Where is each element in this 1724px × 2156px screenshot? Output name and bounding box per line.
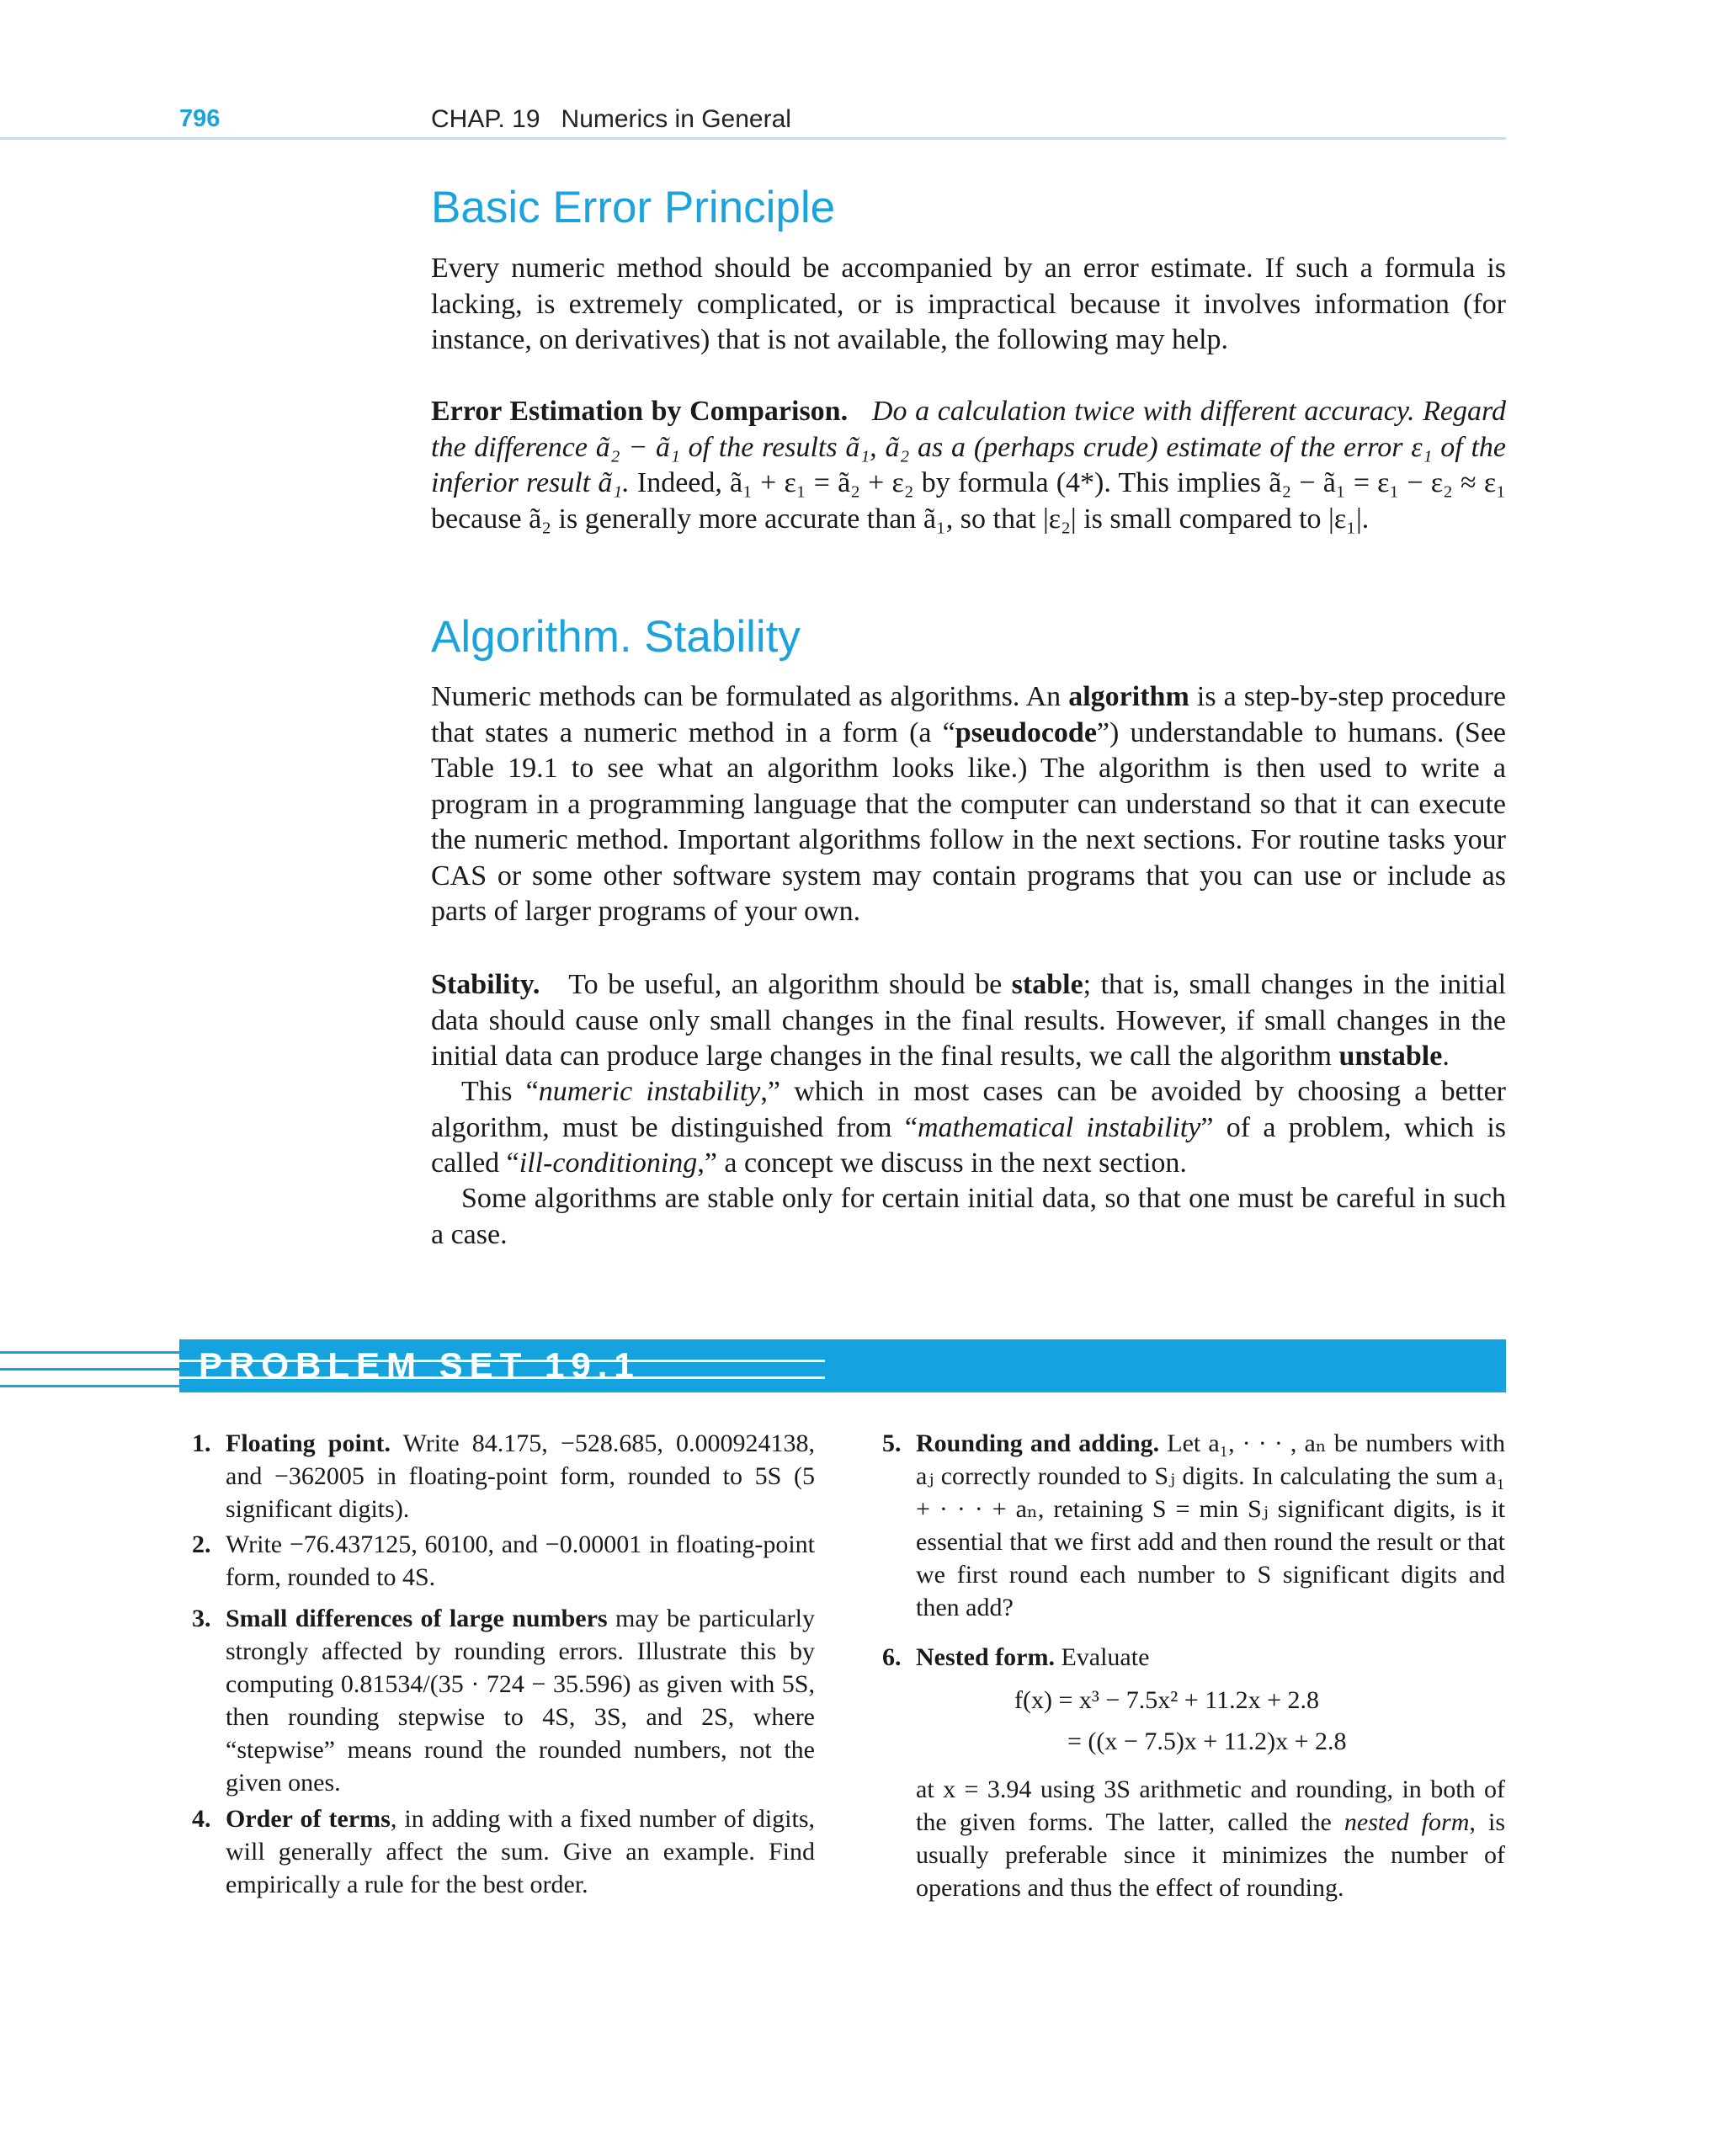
stability-heading: Stability.: [431, 969, 540, 1000]
page-number: 796: [179, 105, 221, 132]
problem-set-title: PROBLEM SET 19.1: [199, 1345, 641, 1385]
problem-4: [192, 1802, 815, 1901]
problem-number: 2.: [192, 1530, 211, 1558]
problem-6-text-1: at x = 3.94 using 3S arithmetic and rounding, in both of the given forms. The latter, called the: [916, 1775, 1505, 1836]
chapter-title: CHAP. 19 Numerics in General: [431, 105, 791, 133]
problem-number: 5.: [882, 1429, 902, 1457]
problem-title: Small differences of large numbers: [226, 1605, 608, 1632]
stability-paragraph-3: Some algorithms are stable only for certain initial data, so that one must be careful in such a case.: [431, 1183, 1506, 1250]
problem-text: Let a₁, · · · , aₙ be numbers with aⱼ correctly rounded to Sⱼ digits. In calculating the sum a₁ + · · · + aₙ, retaining S = min Sⱼ significant digits, is it essential that we first add and then round the result or that we first round each number to S significant digits and then add?: [916, 1429, 1506, 1621]
formula-line-2: = ((x − 7.5)x + 11.2)x + 2.8: [1067, 1727, 1347, 1755]
stability-text-3: .: [1442, 1041, 1450, 1072]
basic-error-paragraph: Every numeric method should be accompanied by an error estimate. If such a formula is lacking, is extremely complicated, or is impractical because it involves information (for instance, on derivatives) that is not available, the following may help.: [431, 253, 1506, 355]
problem-text: Write −76.437125, 60100, and −0.00001 in floating-point form, rounded to 4S.: [226, 1530, 815, 1591]
algorithm-paragraph: [431, 679, 1506, 930]
algorithm-text-2: is a step-by-step procedure that states a numeric method in a form (a “: [431, 681, 1506, 748]
problem-number: 4.: [192, 1805, 211, 1833]
stability-text-2: ; that is, small changes in the initial data should cause only small changes in the final results. However, if small changes in the initial data can produce large changes in the final results, we call the algorithm: [431, 969, 1507, 1072]
problem-title: Order of terms: [226, 1805, 391, 1833]
term-nested-form: nested form: [1344, 1808, 1470, 1836]
problem-text: Evaluate: [1061, 1643, 1150, 1671]
section-heading-algorithm-stability: Algorithm. Stability: [431, 612, 801, 662]
algorithm-text-1: Numeric methods can be formulated as algorithms. An: [431, 681, 1069, 712]
problem-number: 6.: [882, 1643, 902, 1671]
problem-title: Nested form.: [916, 1643, 1055, 1671]
stability-p2-text-4: ,” a concept we discuss in the next section.: [697, 1147, 1187, 1179]
problem-6-continuation: [916, 1773, 1505, 1904]
problem-text: may be particularly strongly affected by rounding errors. Illustrate this by computing 0.81534/(35 · 724 − 35.596) as given with 5S, then rounding stepwise to 4S, 3S, and 2S, where “stepwise” means round the rounded numbers, not the given ones.: [226, 1605, 816, 1797]
term-unstable: unstable: [1338, 1041, 1443, 1072]
term-algorithm: algorithm: [1068, 681, 1189, 712]
term-numeric-instability: numeric instability: [538, 1076, 761, 1107]
section-heading-basic-error: Basic Error Principle: [431, 183, 836, 232]
problem-3: [192, 1602, 816, 1799]
problem-5: [882, 1427, 1506, 1624]
header-rule: [0, 137, 1506, 140]
term-ill-conditioning: ill-conditioning: [519, 1147, 698, 1179]
problem-number: 1.: [192, 1429, 211, 1457]
error-estimation-italic: Do a calculation twice with different accuracy. Regard the difference ã₂ − ã₁ of the results ã₁, ã₂ as a (perhaps crude) estimate of the error ε₁ of the inferior result ã₁.: [431, 396, 1506, 498]
term-stable: stable: [1011, 969, 1083, 1000]
problem-1: [192, 1427, 815, 1525]
stability-paragraph-2: [431, 1074, 1506, 1182]
stability-p2-text-1: This “: [461, 1076, 539, 1107]
stability-p2-text-2: ,” which in most cases can be avoided by choosing a better algorithm, must be distinguished from “: [431, 1076, 1506, 1143]
error-estimation-paragraph: [431, 394, 1506, 537]
term-mathematical-instability: mathematical instability: [917, 1111, 1201, 1143]
problem-text: Write 84.175, −528.685, 0.000924138, and −362005 in floating-point form, rounded to 5S (5 significant digits).: [226, 1429, 815, 1523]
stability-p2-text-3: ” of a problem, which is called “: [431, 1111, 1507, 1179]
stability-text-1: To be useful, an algorithm should be: [568, 969, 1012, 1000]
problem-6: [882, 1641, 1505, 1674]
stability-paragraph-1: [431, 967, 1506, 1075]
problem-title: Floating point.: [226, 1429, 391, 1457]
problem-2: [192, 1528, 815, 1594]
term-pseudocode: pseudocode: [955, 716, 1097, 748]
problem-number: 3.: [192, 1605, 211, 1632]
formula-line-1: f(x) = x³ − 7.5x² + 11.2x + 2.8: [1014, 1686, 1320, 1714]
problem-6-text-2: , is usually preferable since it minimizes the number of operations and thus the effect of rounding.: [916, 1808, 1505, 1902]
problem-title: Rounding and adding.: [916, 1429, 1160, 1457]
error-estimation-body: Indeed, ã₁ + ε₁ = ã₂ + ε₂ by formula (4*). This implies ã₂ − ã₁ = ε₁ − ε₂ ≈ ε₁ because ã₂ is generally more accurate than ã₁, so that |ε₂| is small compared to |ε₁|.: [431, 467, 1506, 535]
problem-text: , in adding with a fixed number of digits, will generally affect the sum. Give an example. Find empirically a rule for the best order.: [226, 1805, 815, 1898]
error-estimation-heading: Error Estimation by Comparison.: [431, 396, 849, 427]
algorithm-text-3: ”) understandable to humans. (See Table 19.1 to see what an algorithm looks like.) The algorithm is then used to write a program in a programming language that the computer can understand so that it can execute the numeric method. Important algorithms follow in the next sections. For routine tasks your CAS or some other software system may contain programs that you can use or include as parts of larger programs of your own.: [431, 716, 1507, 927]
